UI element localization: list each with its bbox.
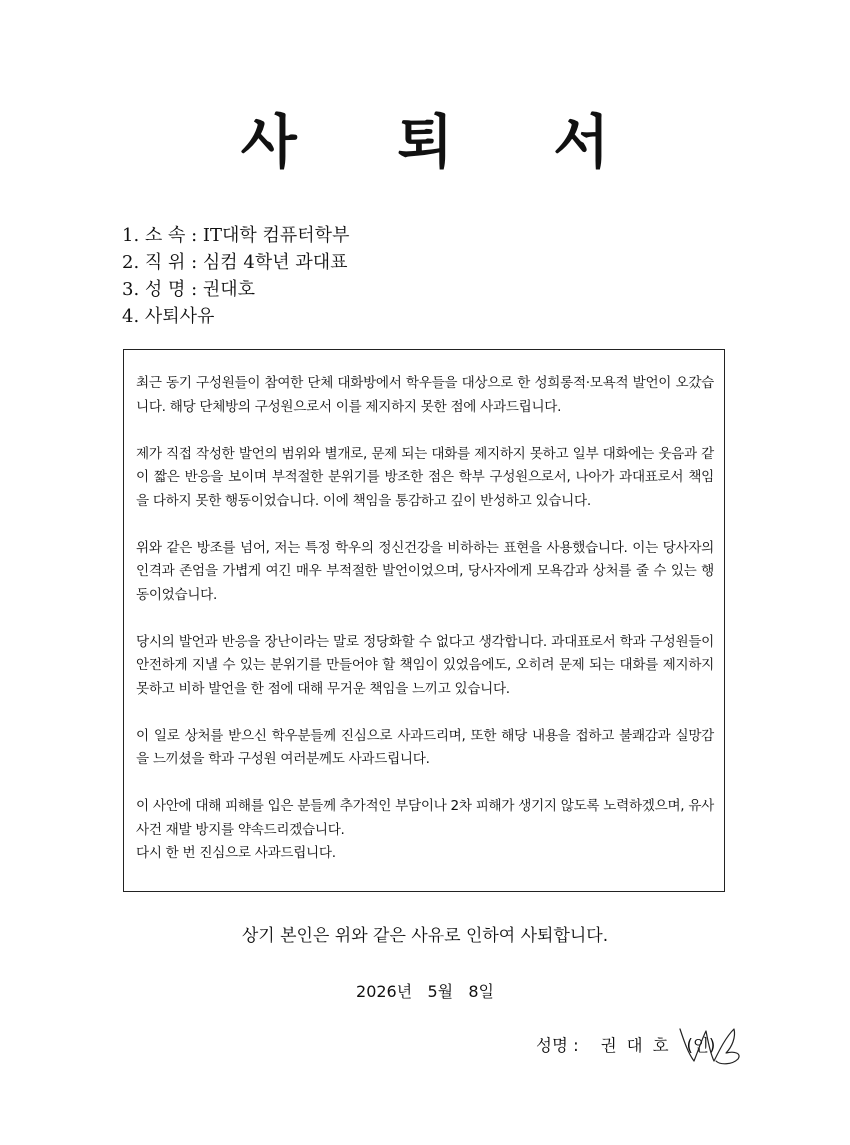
signature-name: 권대호 bbox=[600, 1036, 679, 1055]
reason-paragraph: 다시 한 번 진심으로 사과드립니다. bbox=[136, 845, 336, 861]
reason-paragraph: 위와 같은 방조를 넘어, 저는 특정 학우의 정신건강을 비하하는 표현을 사용했습니다. 이는 당사자의 인격과 존엄을 가볍게 여긴 매우 부적절한 발언이었으며, 당사자에게 모욕감과 상처를 줄 수 있는 행동이었습니다. bbox=[136, 539, 714, 603]
reason-paragraph: 당시의 발언과 반응을 장난이라는 말로 정당화할 수 없다고 생각합니다. 과대표로서 학과 구성원들이 안전하게 지낼 수 있는 분위기를 만들어야 할 책임이 있었음에도, 오히려 문제 되는 대화를 제지하지 못하고 비하 발언을 한 점에 대해 무거운 책임을 느끼고 있습니다. bbox=[136, 633, 714, 697]
document-title: 사 퇴 서 bbox=[240, 108, 650, 176]
info-section bbox=[122, 222, 349, 330]
seal-mark: (인) bbox=[686, 1036, 716, 1055]
reason-paragraph: 제가 직접 작성한 발언의 범위와 별개로, 문제 되는 대화를 제지하지 못하고 일부 대화에는 웃음과 같이 짧은 반응을 보이며 부적절한 분위기를 방조한 점은 학부 구성원으로서, 나아가 과대표로서 책임을 다하지 못한 행동이었습니다. 이에 책임을 통감하고 깊이 반성하고 있습니다. bbox=[136, 445, 714, 509]
reason-paragraph: 이 사안에 대해 피해를 입은 분들께 추가적인 부담이나 2차 피해가 생기지 않도록 노력하겠으며, 유사 사건 재발 방지를 약속드리겠습니다. bbox=[136, 798, 714, 838]
reason-paragraph: 이 일로 상처를 받으신 학우분들께 진심으로 사과드리며, 또한 해당 내용을 접하고 불쾌감과 실망감을 느끼셨을 학과 구성원 여러분께도 사과드립니다. bbox=[136, 727, 714, 767]
info-position: 2. 직 위 : 심컴 4학년 과대표 bbox=[122, 252, 348, 273]
handwritten-signature bbox=[676, 1023, 756, 1067]
signature-label: 성명 : bbox=[536, 1036, 579, 1055]
info-name: 3. 성 명 : 권대호 bbox=[122, 279, 256, 300]
reason-paragraph: 최근 동기 구성원들이 참여한 단체 대화방에서 학우들을 대상으로 한 성희롱적·모욕적 발언이 오갔습니다. 해당 단체방의 구성원으로서 이를 제지하지 못한 점에 사과드립니다. bbox=[136, 375, 714, 415]
reason-box bbox=[123, 349, 725, 892]
document-date: 2026년 5월 8일 bbox=[356, 982, 494, 1001]
info-reason-heading: 4. 사퇴사유 bbox=[122, 306, 215, 327]
resignation-statement: 상기 본인은 위와 같은 사유로 인하여 사퇴합니다. bbox=[241, 926, 609, 946]
info-affiliation: 1. 소 속 : IT대학 컴퓨터학부 bbox=[122, 225, 350, 246]
